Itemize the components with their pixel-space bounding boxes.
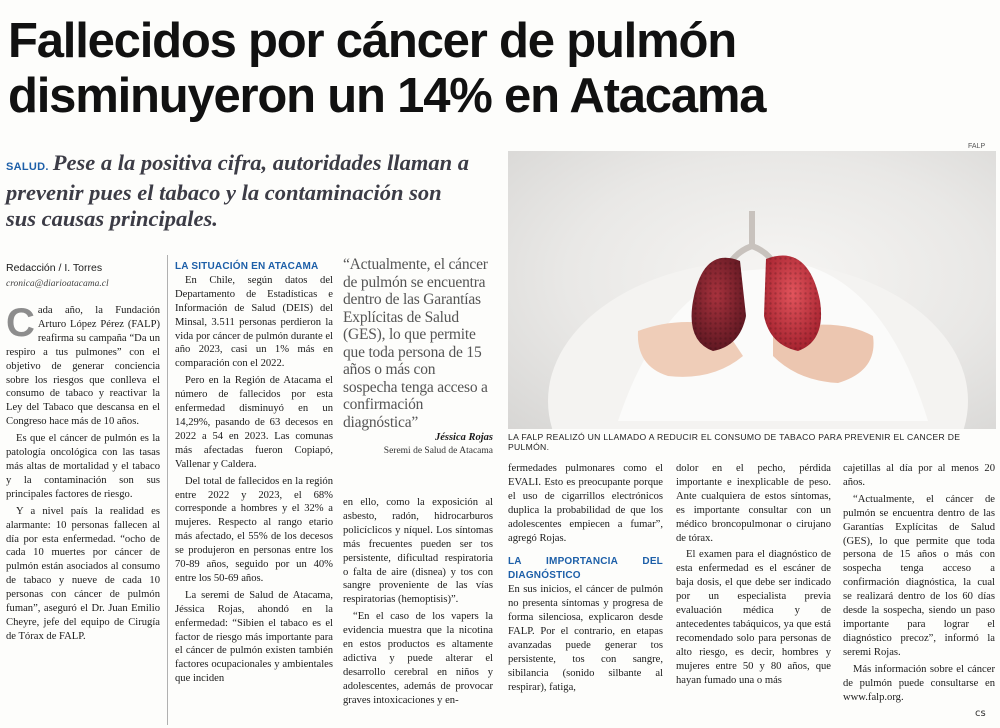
quote-attribution-name: Jéssica Rojas — [434, 432, 493, 443]
photo-credit: FALP — [968, 143, 986, 150]
summary-deck — [6, 150, 476, 232]
drop-cap: C — [6, 301, 35, 345]
paragraph: “En el caso de los vapers la evidencia muestra que la nicotina en estos productos es altamente adictiva y puede alterar el desarrollo cerebral en niños y adolescentes, además de provocar graves intoxicaciones y en- — [343, 611, 493, 706]
paragraph: ada año, la Fundación Arturo López Pérez (FALP) reafirma su campaña “Da un respiro a tus pulmones” con el objetivo de generar conciencia sobre los riesgos que conlleva el consumo de tabaco y reactivar la Ley del Tabaco que descansa en el Congreso hace más de 10 años. — [6, 305, 160, 428]
paragraph: “Actualmente, el cáncer de pulmón se encuentra dentro de las Garantías Explícitas de Salud (GES), lo que permite que toda persona de 15 años o más con sospecha tenga acceso a confirmación diagnóstica, la cual se realizará dentro de los 60 días desde la sospecha, siendo un paso importante para lograr el diagnóstico precoz”, informó la seremi Rojas. — [843, 493, 995, 658]
paragraph: en ello, como la exposición al asbesto, radón, hidrocarburos policíclicos y níquel. Los síntomas más frecuentes pueden ser tos persistente, dificultad respiratoria o falta de aire (disnea) y tos con sangre proveniente de las vías respiratorias (hemoptisis)”. — [343, 497, 493, 606]
column-divider — [167, 255, 168, 725]
column-3 — [343, 496, 493, 711]
quote-attribution-role: Seremi de Salud de Atacama — [383, 446, 493, 456]
subhead-situacion: LA SITUACIÓN EN ATACAMA — [175, 261, 319, 272]
paragraph: La seremi de Salud de Atacama, Jéssica Rojas, ahondó en la enfermedad: “Sibien el tabaco es el factor de riesgo más importante para el cáncer de pulmón existen también factores ocupacionales y ambientales que inciden — [175, 589, 333, 685]
pull-quote: “Actualmente, el cáncer de pulmón se encuentra dentro de las Garantías Explícitas de Salud (GES), lo que permite que toda persona de 15 años o más con sospecha tenga acceso a confirmación diagnóstica” — [343, 256, 488, 431]
headline-line-1: Fallecidos por cáncer de pulmón — [8, 14, 736, 68]
byline-author: Redacción / I. Torres — [6, 262, 103, 274]
byline-email: cronica@diarioatacama.cl — [6, 279, 109, 289]
column-4 — [508, 462, 663, 698]
lungs-illustration — [508, 151, 996, 429]
paragraph: Pero en la Región de Atacama el número de fallecidos por esta enfermedad disminuyó en un 14,29%, pasando de 63 decesos en 2022 a 54 en 2023. Las comunas más afectadas fueron Copiapó, Vallenar y Caldera. — [175, 375, 333, 470]
paragraph: Más información sobre el cáncer de pulmón puede consultarse en www.falp.org. — [843, 663, 995, 703]
paragraph: fermedades pulmonares como el EVALI. Esto es preocupante porque el uso de cigarrillos electrónicos duplica la probabilidad de que los adolescentes empiecen a fumar”, agregó Rojas. — [508, 463, 663, 544]
end-mark: cs — [975, 708, 986, 719]
column-2 — [175, 260, 333, 689]
paragraph: dolor en el pecho, pérdida importante e inexplicable de peso. Ante cualquiera de estos síntomas, es importante consultar con un médico broncopulmonar o cirujano de tórax. — [676, 463, 831, 544]
summary-text: Pese a la positiva cifra, autoridades llaman a prevenir pues el tabaco y la contaminación son sus causas principales. — [6, 150, 469, 231]
paragraph: Y a nivel país la realidad es alarmante: 10 personas fallecen al día por esta enfermedad. “ocho de cada 10 muertes por cáncer de pulmón están asociados al consumo de tabaco y nueve de cada 10 personas con cáncer de pulmón fuman”, aseguró el Dr. Juan Emilio Cheyre, jefe del equipo de Cirugía de Tórax de FALP. — [6, 505, 160, 642]
column-6 — [843, 462, 995, 707]
paragraph: En Chile, según datos del Departamento de Estadísticas e Información de Salud (DEIS) del Minsal, 3.511 personas perdieron la vida por cáncer de pulmón durante el año 2023, casi un 1% más en comparación con el 2022. — [175, 274, 333, 370]
column-1 — [6, 301, 160, 647]
headline — [8, 14, 968, 124]
subhead-diagnostico: LA IMPORTANCIA DEL DIAGNÓSTICO — [508, 556, 663, 582]
headline-line-2: disminuyeron un 14% en Atacama — [8, 69, 766, 123]
photo-caption: LA FALP REALIZÓ UN LLAMADO A REDUCIR EL CONSUMO DE TABACO PARA PREVENIR EL CANCER DE PULMÓN. — [508, 432, 961, 452]
paragraph: Es que el cáncer de pulmón es la patología oncológica con las tasas más altas de mortalidad y el tabaco y la contaminación son sus principales factores de riesgo. — [6, 433, 160, 500]
column-5 — [676, 462, 831, 691]
paragraph: Del total de fallecidos en la región entre 2022 y 2023, el 68% corresponde a hombres y el 32% a mujeres. Respecto al rango etario más afectado, el 55% de los decesos se produjeron en personas entre los 70-89 años, seguido por un 40% entre los 50-69 años. — [175, 475, 333, 584]
paragraph: En sus inicios, el cáncer de pulmón no presenta síntomas y progresa de forma silenciosa, explicaron desde FALP. Por el contrario, en etapas avanzadas puede generar tos persistente, tos con sangre, sibilancia (sonido silbante al respirar), fatiga, — [508, 584, 663, 693]
paragraph: cajetillas al día por al menos 20 años. — [843, 463, 995, 488]
paragraph: El examen para el diagnóstico de esta enfermedad es el escáner de baja dosis, el que debe ser indicado por un especialista previa evaluación médica y de antecedentes tabáquicos, ya que está recomendado solo para personas de alto riesgo, es decir, hombres y mujeres entre 50 y 80 años, que hayan fumado una o más — [676, 549, 831, 686]
lungs-photo — [508, 151, 996, 429]
section-kicker: SALUD. — [6, 161, 49, 173]
